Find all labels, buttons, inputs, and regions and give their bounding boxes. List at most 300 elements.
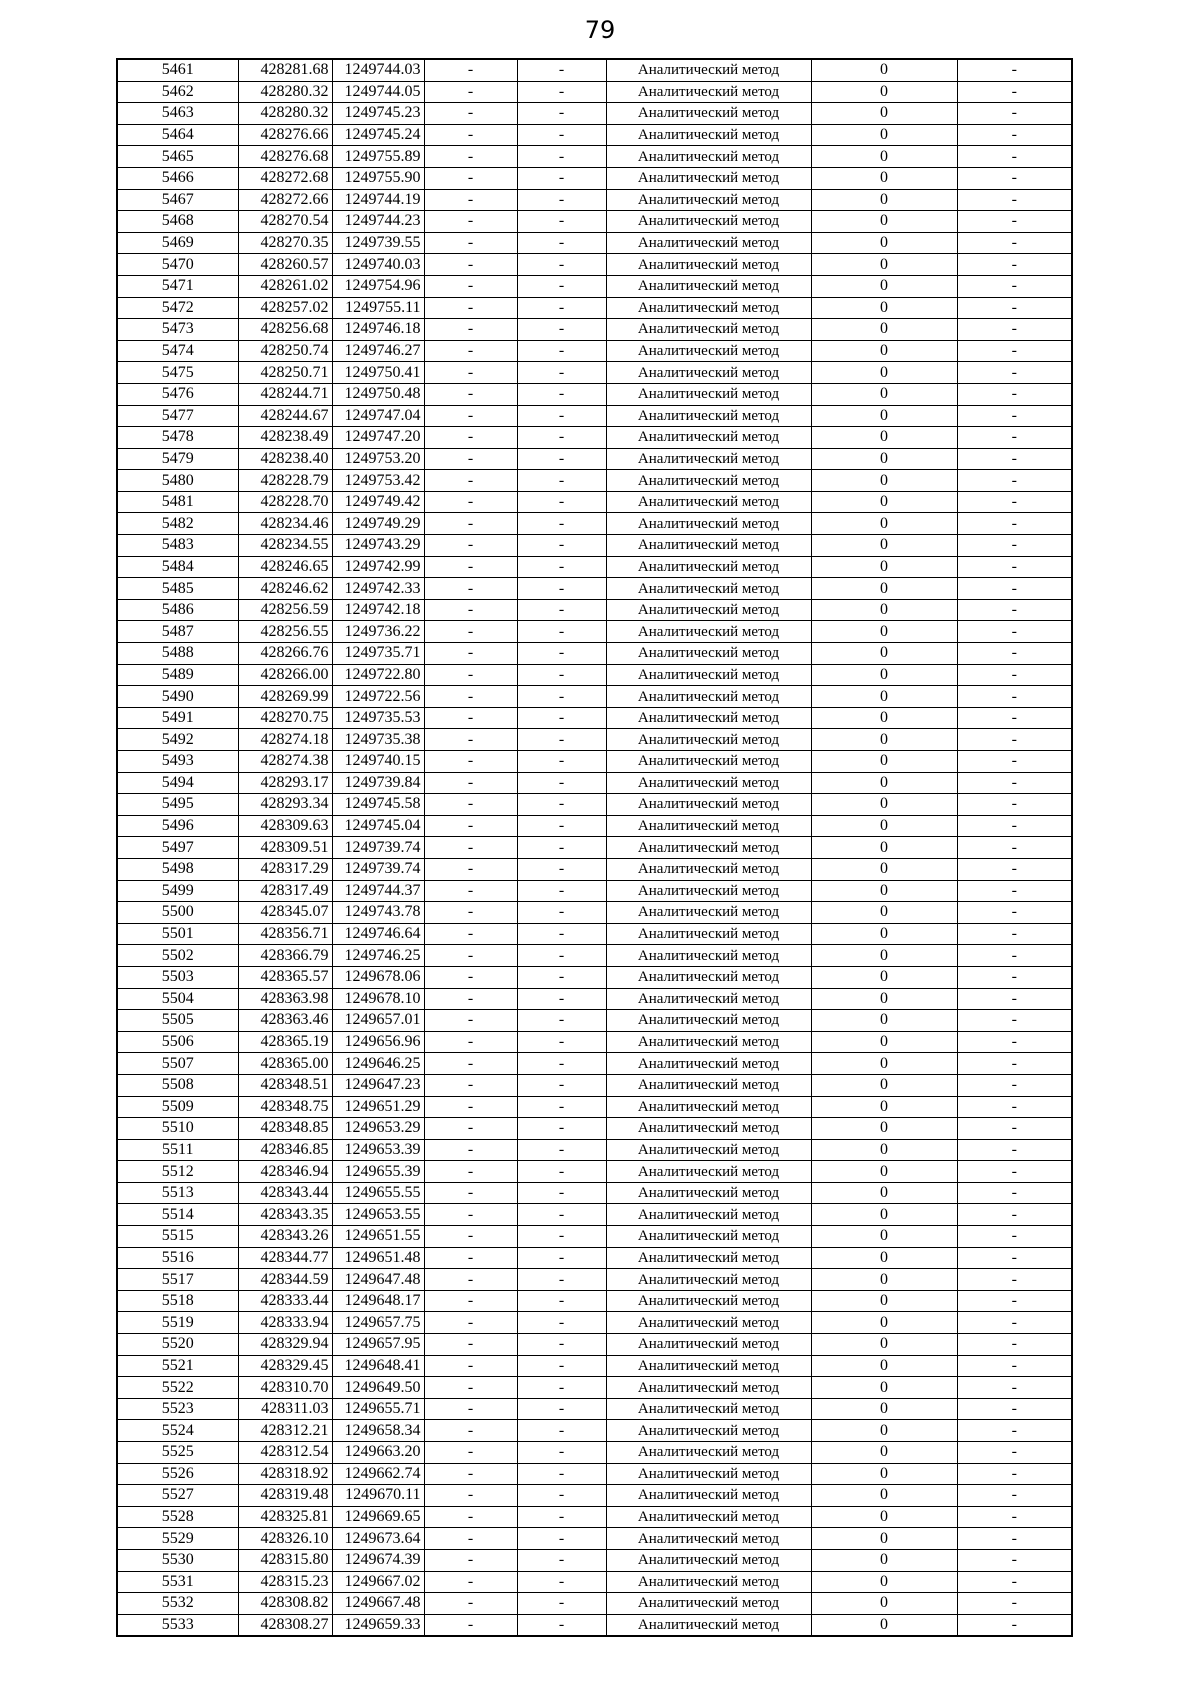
value-cell: 0: [811, 1053, 957, 1075]
dash-cell: -: [957, 254, 1072, 276]
table-row: [117, 1010, 1072, 1032]
x-coordinate-cell: 428276.66: [238, 124, 332, 146]
dash-cell: -: [424, 966, 517, 988]
dash-cell: -: [957, 1118, 1072, 1140]
dash-cell: -: [424, 707, 517, 729]
method-cell: Аналитический метод: [606, 643, 811, 665]
method-cell: Аналитический метод: [606, 1549, 811, 1571]
value-cell: 0: [811, 621, 957, 643]
x-coordinate-cell: 428343.44: [238, 1182, 332, 1204]
value-cell: 0: [811, 362, 957, 384]
y-coordinate-cell: 1249678.06: [332, 966, 424, 988]
dash-cell: -: [424, 837, 517, 859]
value-cell: 0: [811, 1161, 957, 1183]
method-cell: Аналитический метод: [606, 1031, 811, 1053]
dash-cell: -: [424, 772, 517, 794]
x-coordinate-cell: 428257.02: [238, 297, 332, 319]
point-number-cell: 5495: [117, 794, 238, 816]
y-coordinate-cell: 1249739.55: [332, 232, 424, 254]
dash-cell: -: [517, 383, 606, 405]
value-cell: 0: [811, 1355, 957, 1377]
x-coordinate-cell: 428308.82: [238, 1593, 332, 1615]
method-cell: Аналитический метод: [606, 1161, 811, 1183]
table-row: [117, 405, 1072, 427]
dash-cell: -: [957, 556, 1072, 578]
dash-cell: -: [424, 1463, 517, 1485]
x-coordinate-cell: 428366.79: [238, 945, 332, 967]
table-row: [117, 1463, 1072, 1485]
x-coordinate-cell: 428310.70: [238, 1377, 332, 1399]
method-cell: Аналитический метод: [606, 772, 811, 794]
value-cell: 0: [811, 1010, 957, 1032]
table-row: [117, 707, 1072, 729]
table-row: [117, 1204, 1072, 1226]
dash-cell: -: [424, 319, 517, 341]
method-cell: Аналитический метод: [606, 1096, 811, 1118]
point-number-cell: 5532: [117, 1593, 238, 1615]
dash-cell: -: [957, 146, 1072, 168]
dash-cell: -: [517, 772, 606, 794]
dash-cell: -: [957, 1161, 1072, 1183]
dash-cell: -: [957, 1528, 1072, 1550]
method-cell: Аналитический метод: [606, 405, 811, 427]
value-cell: 0: [811, 427, 957, 449]
point-number-cell: 5462: [117, 81, 238, 103]
y-coordinate-cell: 1249747.20: [332, 427, 424, 449]
dash-cell: -: [424, 340, 517, 362]
y-coordinate-cell: 1249740.15: [332, 751, 424, 773]
x-coordinate-cell: 428261.02: [238, 275, 332, 297]
method-cell: Аналитический метод: [606, 556, 811, 578]
value-cell: 0: [811, 1593, 957, 1615]
dash-cell: -: [517, 340, 606, 362]
value-cell: 0: [811, 275, 957, 297]
dash-cell: -: [517, 427, 606, 449]
value-cell: 0: [811, 124, 957, 146]
dash-cell: -: [517, 1247, 606, 1269]
dash-cell: -: [517, 902, 606, 924]
dash-cell: -: [957, 1420, 1072, 1442]
value-cell: 0: [811, 643, 957, 665]
x-coordinate-cell: 428309.51: [238, 837, 332, 859]
dash-cell: -: [957, 1031, 1072, 1053]
y-coordinate-cell: 1249655.55: [332, 1182, 424, 1204]
value-cell: 0: [811, 1226, 957, 1248]
dash-cell: -: [517, 1269, 606, 1291]
value-cell: 0: [811, 470, 957, 492]
x-coordinate-cell: 428346.94: [238, 1161, 332, 1183]
table-row: [117, 556, 1072, 578]
y-coordinate-cell: 1249663.20: [332, 1442, 424, 1464]
x-coordinate-cell: 428319.48: [238, 1485, 332, 1507]
table-row: [117, 319, 1072, 341]
table-row: [117, 1290, 1072, 1312]
dash-cell: -: [517, 664, 606, 686]
x-coordinate-cell: 428333.94: [238, 1312, 332, 1334]
dash-cell: -: [424, 59, 517, 81]
dash-cell: -: [424, 988, 517, 1010]
method-cell: Аналитический метод: [606, 1204, 811, 1226]
method-cell: Аналитический метод: [606, 1139, 811, 1161]
table-row: [117, 232, 1072, 254]
dash-cell: -: [517, 1074, 606, 1096]
dash-cell: -: [957, 1290, 1072, 1312]
y-coordinate-cell: 1249722.80: [332, 664, 424, 686]
x-coordinate-cell: 428280.32: [238, 103, 332, 125]
dash-cell: -: [957, 643, 1072, 665]
value-cell: 0: [811, 686, 957, 708]
dash-cell: -: [957, 275, 1072, 297]
point-number-cell: 5493: [117, 751, 238, 773]
x-coordinate-cell: 428348.51: [238, 1074, 332, 1096]
dash-cell: -: [517, 880, 606, 902]
x-coordinate-cell: 428266.00: [238, 664, 332, 686]
table-row: [117, 81, 1072, 103]
x-coordinate-cell: 428238.49: [238, 427, 332, 449]
dash-cell: -: [517, 146, 606, 168]
value-cell: 0: [811, 319, 957, 341]
x-coordinate-cell: 428343.26: [238, 1226, 332, 1248]
point-number-cell: 5508: [117, 1074, 238, 1096]
table-row: [117, 535, 1072, 557]
x-coordinate-cell: 428270.35: [238, 232, 332, 254]
point-number-cell: 5470: [117, 254, 238, 276]
x-coordinate-cell: 428325.81: [238, 1506, 332, 1528]
point-number-cell: 5491: [117, 707, 238, 729]
y-coordinate-cell: 1249656.96: [332, 1031, 424, 1053]
table-row: [117, 297, 1072, 319]
table-row: [117, 686, 1072, 708]
x-coordinate-cell: 428250.74: [238, 340, 332, 362]
value-cell: 0: [811, 254, 957, 276]
y-coordinate-cell: 1249744.19: [332, 189, 424, 211]
value-cell: 0: [811, 1463, 957, 1485]
table-row: [117, 167, 1072, 189]
x-coordinate-cell: 428329.45: [238, 1355, 332, 1377]
table-row: [117, 1053, 1072, 1075]
value-cell: 0: [811, 858, 957, 880]
value-cell: 0: [811, 167, 957, 189]
y-coordinate-cell: 1249755.90: [332, 167, 424, 189]
dash-cell: -: [957, 319, 1072, 341]
table-row: [117, 124, 1072, 146]
value-cell: 0: [811, 189, 957, 211]
value-cell: 0: [811, 1139, 957, 1161]
method-cell: Аналитический метод: [606, 794, 811, 816]
dash-cell: -: [957, 686, 1072, 708]
method-cell: Аналитический метод: [606, 1247, 811, 1269]
y-coordinate-cell: 1249669.65: [332, 1506, 424, 1528]
dash-cell: -: [957, 1182, 1072, 1204]
value-cell: 0: [811, 1118, 957, 1140]
method-cell: Аналитический метод: [606, 427, 811, 449]
y-coordinate-cell: 1249746.64: [332, 923, 424, 945]
dash-cell: -: [957, 1053, 1072, 1075]
table-row: [117, 513, 1072, 535]
value-cell: 0: [811, 1614, 957, 1636]
value-cell: 0: [811, 837, 957, 859]
dash-cell: -: [957, 1226, 1072, 1248]
dash-cell: -: [517, 1593, 606, 1615]
y-coordinate-cell: 1249648.17: [332, 1290, 424, 1312]
value-cell: 0: [811, 1096, 957, 1118]
dash-cell: -: [424, 232, 517, 254]
table-row: [117, 1031, 1072, 1053]
table-row: [117, 643, 1072, 665]
method-cell: Аналитический метод: [606, 1312, 811, 1334]
dash-cell: -: [957, 1485, 1072, 1507]
dash-cell: -: [424, 254, 517, 276]
point-number-cell: 5487: [117, 621, 238, 643]
x-coordinate-cell: 428365.57: [238, 966, 332, 988]
dash-cell: -: [517, 1571, 606, 1593]
table-row: [117, 751, 1072, 773]
dash-cell: -: [517, 362, 606, 384]
dash-cell: -: [424, 1442, 517, 1464]
dash-cell: -: [957, 1334, 1072, 1356]
point-number-cell: 5465: [117, 146, 238, 168]
dash-cell: -: [517, 1312, 606, 1334]
dash-cell: -: [957, 772, 1072, 794]
x-coordinate-cell: 428280.32: [238, 81, 332, 103]
point-number-cell: 5527: [117, 1485, 238, 1507]
dash-cell: -: [424, 815, 517, 837]
dash-cell: -: [957, 1463, 1072, 1485]
x-coordinate-cell: 428348.85: [238, 1118, 332, 1140]
method-cell: Аналитический метод: [606, 858, 811, 880]
y-coordinate-cell: 1249674.39: [332, 1549, 424, 1571]
dash-cell: -: [517, 599, 606, 621]
point-number-cell: 5479: [117, 448, 238, 470]
dash-cell: -: [957, 664, 1072, 686]
dash-cell: -: [517, 232, 606, 254]
dash-cell: -: [424, 751, 517, 773]
method-cell: Аналитический метод: [606, 1290, 811, 1312]
point-number-cell: 5510: [117, 1118, 238, 1140]
dash-cell: -: [424, 1312, 517, 1334]
method-cell: Аналитический метод: [606, 470, 811, 492]
dash-cell: -: [517, 794, 606, 816]
point-number-cell: 5481: [117, 491, 238, 513]
dash-cell: -: [424, 1053, 517, 1075]
y-coordinate-cell: 1249745.58: [332, 794, 424, 816]
dash-cell: -: [957, 405, 1072, 427]
method-cell: Аналитический метод: [606, 124, 811, 146]
x-coordinate-cell: 428318.92: [238, 1463, 332, 1485]
dash-cell: -: [517, 1118, 606, 1140]
dash-cell: -: [424, 1593, 517, 1615]
method-cell: Аналитический метод: [606, 1463, 811, 1485]
x-coordinate-cell: 428326.10: [238, 1528, 332, 1550]
dash-cell: -: [517, 254, 606, 276]
x-coordinate-cell: 428246.65: [238, 556, 332, 578]
y-coordinate-cell: 1249755.89: [332, 146, 424, 168]
dash-cell: -: [424, 535, 517, 557]
method-cell: Аналитический метод: [606, 211, 811, 233]
point-number-cell: 5517: [117, 1269, 238, 1291]
y-coordinate-cell: 1249745.23: [332, 103, 424, 125]
dash-cell: -: [424, 1485, 517, 1507]
table-row: [117, 470, 1072, 492]
method-cell: Аналитический метод: [606, 1398, 811, 1420]
value-cell: 0: [811, 1074, 957, 1096]
point-number-cell: 5505: [117, 1010, 238, 1032]
value-cell: 0: [811, 599, 957, 621]
table-row: [117, 1549, 1072, 1571]
dash-cell: -: [957, 1442, 1072, 1464]
value-cell: 0: [811, 405, 957, 427]
point-number-cell: 5507: [117, 1053, 238, 1075]
method-cell: Аналитический метод: [606, 902, 811, 924]
x-coordinate-cell: 428272.68: [238, 167, 332, 189]
method-cell: Аналитический метод: [606, 1377, 811, 1399]
point-number-cell: 5489: [117, 664, 238, 686]
dash-cell: -: [957, 751, 1072, 773]
y-coordinate-cell: 1249651.48: [332, 1247, 424, 1269]
value-cell: 0: [811, 59, 957, 81]
dash-cell: -: [424, 686, 517, 708]
y-coordinate-cell: 1249743.78: [332, 902, 424, 924]
dash-cell: -: [424, 1226, 517, 1248]
dash-cell: -: [424, 1549, 517, 1571]
point-number-cell: 5482: [117, 513, 238, 535]
table-row: [117, 1571, 1072, 1593]
dash-cell: -: [957, 858, 1072, 880]
dash-cell: -: [957, 232, 1072, 254]
dash-cell: -: [957, 1355, 1072, 1377]
point-number-cell: 5490: [117, 686, 238, 708]
point-number-cell: 5474: [117, 340, 238, 362]
table-row: [117, 1420, 1072, 1442]
page-number: 79: [584, 16, 616, 44]
dash-cell: -: [517, 751, 606, 773]
point-number-cell: 5518: [117, 1290, 238, 1312]
table-row: [117, 664, 1072, 686]
table-row: [117, 1334, 1072, 1356]
table-row: [117, 1593, 1072, 1615]
table-row: [117, 923, 1072, 945]
x-coordinate-cell: 428274.38: [238, 751, 332, 773]
x-coordinate-cell: 428363.98: [238, 988, 332, 1010]
dash-cell: -: [957, 599, 1072, 621]
y-coordinate-cell: 1249746.18: [332, 319, 424, 341]
dash-cell: -: [957, 621, 1072, 643]
table-row: [117, 1506, 1072, 1528]
dash-cell: -: [424, 578, 517, 600]
dash-cell: -: [517, 988, 606, 1010]
point-number-cell: 5498: [117, 858, 238, 880]
dash-cell: -: [957, 794, 1072, 816]
method-cell: Аналитический метод: [606, 751, 811, 773]
table-row: [117, 427, 1072, 449]
table-row: [117, 794, 1072, 816]
x-coordinate-cell: 428356.71: [238, 923, 332, 945]
point-number-cell: 5501: [117, 923, 238, 945]
y-coordinate-cell: 1249678.10: [332, 988, 424, 1010]
dash-cell: -: [517, 319, 606, 341]
method-cell: Аналитический метод: [606, 707, 811, 729]
x-coordinate-cell: 428308.27: [238, 1614, 332, 1636]
method-cell: Аналитический метод: [606, 1571, 811, 1593]
dash-cell: -: [517, 1139, 606, 1161]
table-row: [117, 880, 1072, 902]
dash-cell: -: [517, 1614, 606, 1636]
dash-cell: -: [424, 211, 517, 233]
value-cell: 0: [811, 1485, 957, 1507]
table-row: [117, 146, 1072, 168]
method-cell: Аналитический метод: [606, 275, 811, 297]
dash-cell: -: [957, 535, 1072, 557]
method-cell: Аналитический метод: [606, 599, 811, 621]
point-number-cell: 5499: [117, 880, 238, 902]
dash-cell: -: [424, 427, 517, 449]
x-coordinate-cell: 428343.35: [238, 1204, 332, 1226]
y-coordinate-cell: 1249651.29: [332, 1096, 424, 1118]
dash-cell: -: [517, 1204, 606, 1226]
dash-cell: -: [424, 470, 517, 492]
y-coordinate-cell: 1249740.03: [332, 254, 424, 276]
table-row: [117, 1269, 1072, 1291]
table-row: [117, 103, 1072, 125]
table-row: [117, 621, 1072, 643]
point-number-cell: 5519: [117, 1312, 238, 1334]
table-row: [117, 945, 1072, 967]
x-coordinate-cell: 428317.49: [238, 880, 332, 902]
value-cell: 0: [811, 1290, 957, 1312]
dash-cell: -: [517, 1355, 606, 1377]
dash-cell: -: [424, 858, 517, 880]
table-row: [117, 1161, 1072, 1183]
x-coordinate-cell: 428363.46: [238, 1010, 332, 1032]
value-cell: 0: [811, 535, 957, 557]
x-coordinate-cell: 428266.76: [238, 643, 332, 665]
dash-cell: -: [424, 491, 517, 513]
dash-cell: -: [957, 470, 1072, 492]
dash-cell: -: [424, 1182, 517, 1204]
value-cell: 0: [811, 815, 957, 837]
method-cell: Аналитический метод: [606, 578, 811, 600]
table-row: [117, 815, 1072, 837]
table-row: [117, 902, 1072, 924]
point-number-cell: 5512: [117, 1161, 238, 1183]
value-cell: 0: [811, 232, 957, 254]
y-coordinate-cell: 1249744.03: [332, 59, 424, 81]
y-coordinate-cell: 1249657.95: [332, 1334, 424, 1356]
dash-cell: -: [517, 1182, 606, 1204]
dash-cell: -: [517, 167, 606, 189]
point-number-cell: 5472: [117, 297, 238, 319]
dash-cell: -: [957, 1506, 1072, 1528]
x-coordinate-cell: 428348.75: [238, 1096, 332, 1118]
dash-cell: -: [517, 1334, 606, 1356]
point-number-cell: 5476: [117, 383, 238, 405]
value-cell: 0: [811, 1528, 957, 1550]
y-coordinate-cell: 1249735.53: [332, 707, 424, 729]
y-coordinate-cell: 1249735.38: [332, 729, 424, 751]
x-coordinate-cell: 428293.17: [238, 772, 332, 794]
dash-cell: -: [517, 491, 606, 513]
y-coordinate-cell: 1249653.39: [332, 1139, 424, 1161]
y-coordinate-cell: 1249647.48: [332, 1269, 424, 1291]
dash-cell: -: [424, 1074, 517, 1096]
dash-cell: -: [424, 945, 517, 967]
point-number-cell: 5485: [117, 578, 238, 600]
y-coordinate-cell: 1249657.75: [332, 1312, 424, 1334]
point-number-cell: 5524: [117, 1420, 238, 1442]
table-row: [117, 599, 1072, 621]
table-row: [117, 837, 1072, 859]
y-coordinate-cell: 1249744.23: [332, 211, 424, 233]
